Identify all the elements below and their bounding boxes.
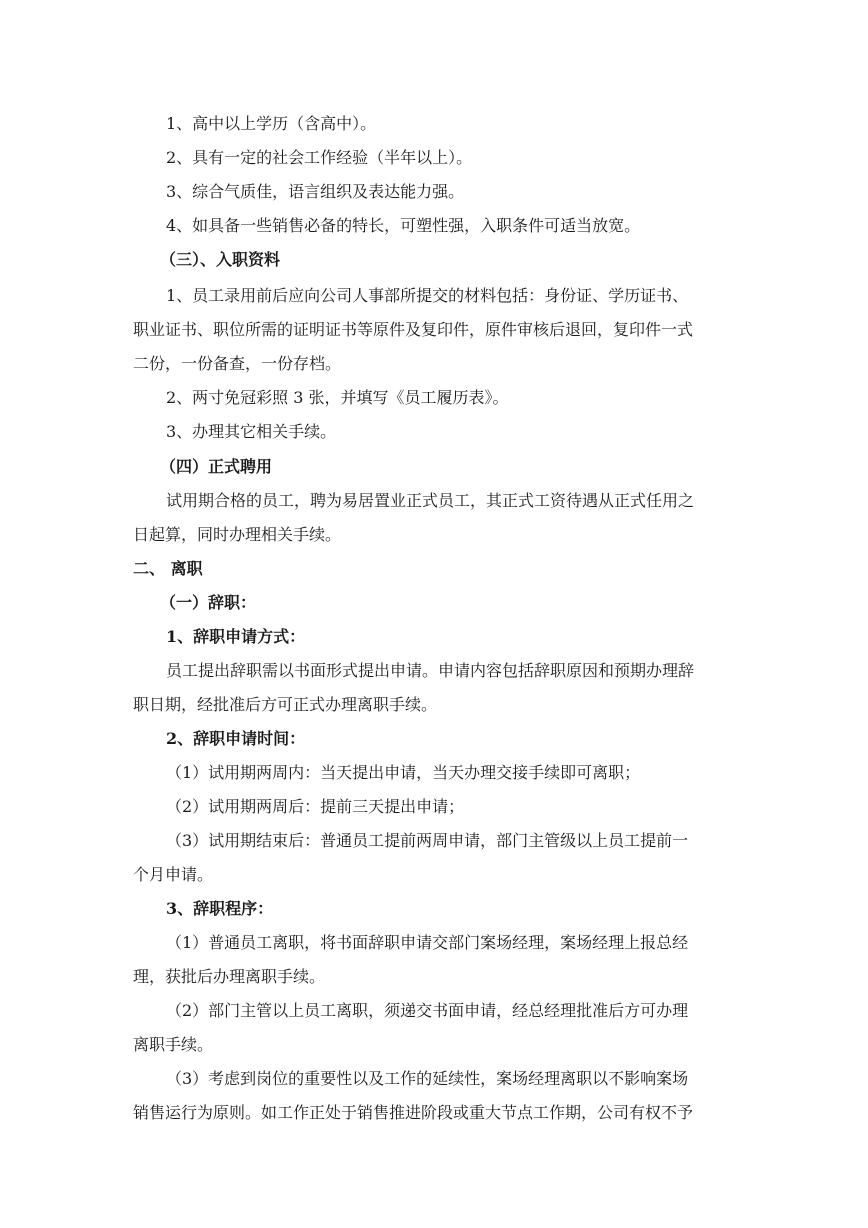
paragraph-line: 试用期合格的员工，聘为易居置业正式员工，其正式工资待遇从正式任用之	[166, 491, 695, 510]
list-item-continuation: 理，获批后办理离职手续。	[133, 967, 326, 986]
list-item: （1）试用期两周内：当天提出申请，当天办理交接手续即可离职；	[166, 763, 641, 782]
list-item: （3）试用期结束后：普通员工提前两周申请，部门主管级以上员工提前一	[166, 831, 689, 850]
list-item-continuation: 离职手续。	[133, 1035, 214, 1054]
paragraph-line: 员工提出辞职需以书面形式提出申请。申请内容包括辞职原因和预期办理辞	[166, 661, 695, 680]
section-heading-resign: （一）辞职：	[160, 593, 257, 612]
section-heading-onboarding-materials: （三）、入职资料	[160, 250, 281, 269]
list-item: （3）考虑到岗位的重要性以及工作的延续性，案场经理离职以不影响案场	[166, 1069, 689, 1088]
paragraph-line: 二份，一份备查，一份存档。	[133, 354, 342, 373]
section-heading-formal-employment: （四）正式聘用	[160, 457, 273, 476]
paragraph-line: 1、员工录用前后应向公司人事部所提交的材料包括：身份证、学历证书、	[166, 286, 689, 305]
paragraph-line: 2、两寸免冠彩照 3 张，并填写《员工履历表》。	[166, 388, 509, 407]
subsection-heading-application-method: 1、辞职申请方式：	[166, 627, 306, 646]
requirement-item-3: 3、综合气质佳，语言组织及表达能力强。	[166, 182, 465, 201]
subsection-heading-application-time: 2、辞职申请时间：	[166, 729, 306, 748]
list-item-continuation: 销售运行为原则。如工作正处于销售推进阶段或重大节点工作期，公司有权不予	[133, 1103, 694, 1122]
requirement-item-4: 4、如具备一些销售必备的特长，可塑性强，入职条件可适当放宽。	[166, 216, 641, 235]
requirement-item-1: 1、高中以上学历（含高中）。	[166, 114, 377, 133]
list-item: （2）试用期两周后：提前三天提出申请；	[166, 797, 465, 816]
subsection-heading-procedure: 3、辞职程序：	[166, 899, 274, 918]
list-item-continuation: 个月申请。	[133, 865, 214, 884]
list-item: （2）部门主管以上员工离职，须递交书面申请，经总经理批准后方可办理	[166, 1001, 689, 1020]
paragraph-line: 3、办理其它相关手续。	[166, 422, 337, 441]
chapter-heading-resignation: 二、 离职	[133, 559, 203, 578]
paragraph-line: 职业证书、职位所需的证明证书等原件及复印件，原件审核后退回，复印件一式	[133, 320, 694, 339]
paragraph-line: 日起算，同时办理相关手续。	[133, 525, 342, 544]
list-item: （1）普通员工离职，将书面辞职申请交部门案场经理，案场经理上报总经	[166, 933, 689, 952]
paragraph-line: 职日期，经批准后方可正式办理离职手续。	[133, 695, 438, 714]
requirement-item-2: 2、具有一定的社会工作经验（半年以上）。	[166, 148, 473, 167]
